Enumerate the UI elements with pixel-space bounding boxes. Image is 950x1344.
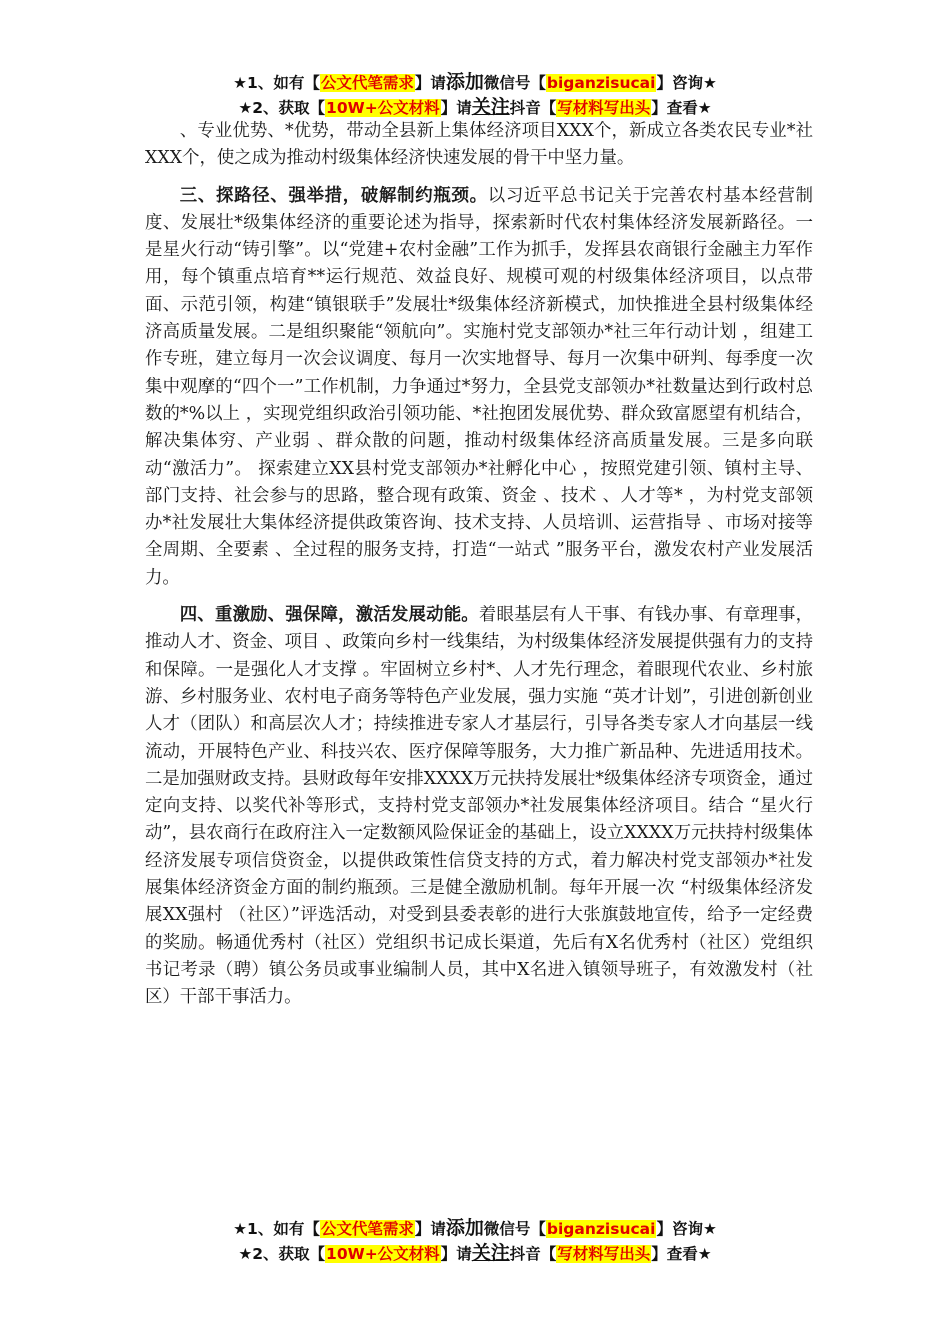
- banner-line-2: [0, 1241, 950, 1266]
- banner-emphasis: 添加: [445, 1217, 484, 1239]
- footer-banner: [0, 1216, 950, 1266]
- banner-text: 】请: [414, 1220, 446, 1238]
- banner-text: 】咨询★: [656, 1220, 717, 1238]
- banner-text: 微信号【: [483, 1220, 546, 1238]
- banner-text: 】请: [414, 74, 446, 92]
- banner-highlight-service: 公文代笔需求: [320, 1220, 414, 1238]
- section-4-text: 着眼基层有人干事、有钱办事、有章理事，推动人才、资金、项目 、政策向乡村一线集结，为村级集体经济发展提供强有力的支持和保障。一是强化人才支撑 。牢固树立乡村*、人才先行理念，着眼现代农业、乡村旅游、乡村服务业、农村电子商务等特色产业发展，强力实施 “英才计划”，引进创新创业人才（团队）和高层次人才；持续推进专家人才基层行，引导各类专家人才向基层一线流动，开展特色产业、科技兴农、医疗保障等服务，大力推广新品种、先进适用技术。二是加强财政支持。县财政每年安排XXXX万元扶持发展壮*级集体经济专项资金，通过定向支持、以奖代补等形式，支持村党支部领办*社发展集体经济项目。结合 “星火行动”，县农商行在政府注入一定数额风险保证金的基础上，设立XXXX万元扶持村级集体经济发展专项信贷资金，以提供政策性信贷支持的方式，着力解决村党支部领办*社发展集体经济资金方面的制约瓶颈。三是健全激励机制。每年开展一次 “村级集体经济发展XX强村 （社区）”评选活动，对受到县委表彰的进行大张旗鼓地宣传，给予一定经费的奖励。畅通优秀村（社区）党组织书记成长渠道，先后有X名优秀村（社区）党组织书记考录（聘）镇公务员或事业编制人员，其中X名进入镇领导班子，有效激发村（社区）干部干事活力。: [145, 605, 813, 1008]
- banner-text: ★2、获取【: [238, 99, 326, 117]
- section-4-paragraph: [145, 602, 813, 1011]
- banner-highlight-wechat: biganzisucai: [546, 1220, 656, 1238]
- banner-text: ★1、如有【: [233, 74, 320, 92]
- banner-text: 】咨询★: [656, 74, 717, 92]
- banner-text: ★1、如有【: [233, 1220, 320, 1238]
- banner-line-1: [0, 70, 950, 95]
- banner-line-1: [0, 1216, 950, 1241]
- banner-text: 抖音【: [509, 1245, 557, 1263]
- section-4-heading: 四、重激励、强保障，激活发展动能。: [179, 605, 479, 626]
- intro-paragraph: 、专业优势、*优势，带动全县新上集体经济项目XXX个，新成立各类农民专业*社XXX个，使之成为推动村级集体经济快速发展的骨干中坚力量。: [145, 121, 813, 169]
- banner-text: 】请: [440, 99, 472, 117]
- banner-highlight-douyin: 写材料写出头: [557, 1245, 651, 1263]
- header-banner: [0, 70, 950, 120]
- banner-emphasis: 关注: [471, 1242, 510, 1264]
- banner-highlight-materials: 10W+公文材料: [326, 99, 440, 117]
- banner-emphasis: 关注: [471, 96, 510, 118]
- banner-line-2: [0, 95, 950, 120]
- banner-emphasis: 添加: [445, 71, 484, 93]
- banner-text: 】查看★: [651, 1245, 712, 1263]
- banner-text: 抖音【: [509, 99, 557, 117]
- section-3-heading: 三、探路径、强举措，破解制约瓶颈。: [179, 185, 488, 206]
- section-3-paragraph: [145, 183, 813, 592]
- banner-highlight-wechat: biganzisucai: [546, 74, 656, 92]
- banner-highlight-service: 公文代笔需求: [320, 74, 414, 92]
- banner-text: 】查看★: [651, 99, 712, 117]
- banner-text: 】请: [440, 1245, 472, 1263]
- banner-highlight-materials: 10W+公文材料: [326, 1245, 440, 1263]
- section-3-text: 以习近平总书记关于完善农村基本经营制度、发展壮*级集体经济的重要论述为指导，探索新时代农村集体经济发展新路径。一是星火行动“铸引擎”。以“党建+农村金融”工作为抓手，发挥县农商银行金融主力军作用，每个镇重点培育**运行规范、效益良好、规模可观的村级集体经济项目，以点带面、示范引领，构建“镇银联手”发展壮*级集体经济新模式，加快推进全县村级集体经济高质量发展。二是组织聚能“领航向”。实施村党支部领办*社三年行动计划 ，组建工作专班，建立每月一次会议调度、每月一次实地督导、每月一次集中研判、每季度一次集中观摩的“四个一”工作机制，力争通过*努力，全县党支部领办*社数量达到行政村总数的*%以上 ，实现党组织政治引领功能、*社抱团发展优势、群众致富愿望有机结合，解决集体穷、产业弱 、群众散的问题，推动村级集体经济高质量发展。三是多向联动“激活力”。 探索建立XX县村党支部领办*社孵化中心 ，按照党建引领、镇村主导、部门支持、社会参与的思路，整合现有政策、资金 、技术 、人才等* ，为村党支部领办*社发展壮大集体经济提供政策咨询、技术支持、人员培训、运营指导 、市场对接等全周期、全要素 、全过程的服务支持，打造“一站式 ”服务平台，激发农村产业发展活力。: [145, 185, 813, 588]
- banner-text: ★2、获取【: [238, 1245, 326, 1263]
- banner-highlight-douyin: 写材料写出头: [557, 99, 651, 117]
- document-body: [145, 118, 813, 1012]
- banner-text: 微信号【: [483, 74, 546, 92]
